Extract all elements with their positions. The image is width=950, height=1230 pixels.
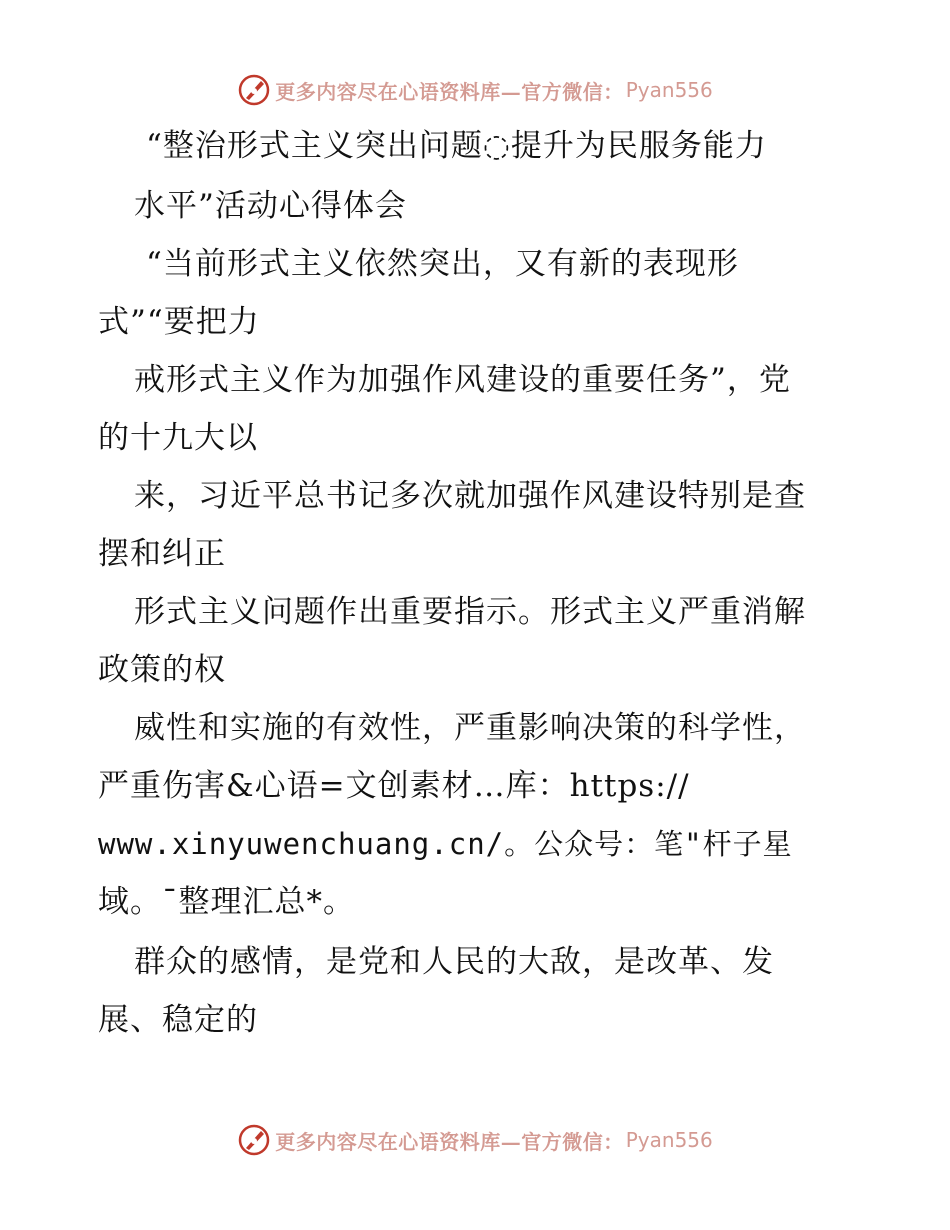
paragraph-line: 展、稳定的 xyxy=(98,1002,258,1038)
paragraph-line: 式”“要把力 xyxy=(98,304,260,340)
paragraph-line: 政策的权 xyxy=(98,652,226,688)
paragraph-line: 域。¯整理汇总*。 xyxy=(98,884,355,920)
quill-circle-icon xyxy=(237,1123,271,1157)
watermark-text: 更多内容尽在心语资料库—官方微信： xyxy=(275,79,624,104)
paragraph-line: 严重伤害&心语=文创素材…库：https:// xyxy=(98,768,690,804)
title-line-1: “整治形式主义突出问题◌提升为民服务能力 xyxy=(146,128,767,164)
title-line-2: 水平”活动心得体会 xyxy=(134,188,407,224)
paragraph-line: www.xinyuwenchuang.cn/。公众号：笔"杆子星 xyxy=(98,827,793,861)
paragraph-line: 戒形式主义作为加强作风建设的重要任务”，党 xyxy=(134,362,791,398)
watermark-footer xyxy=(0,1120,950,1160)
paragraph-line: 来，习近平总书记多次就加强作风建设特别是查 xyxy=(134,478,806,514)
paragraph-line: 威性和实施的有效性，严重影响决策的科学性， xyxy=(134,710,806,746)
paragraph-line: 群众的感情，是党和人民的大敌，是改革、发 xyxy=(134,944,774,980)
watermark-wechat-id: Pyan556 xyxy=(625,78,713,102)
paragraph-line: “当前形式主义依然突出，又有新的表现形 xyxy=(146,246,739,282)
quill-circle-icon xyxy=(237,73,271,107)
paragraph-line: 摆和纠正 xyxy=(98,536,226,572)
watermark-header xyxy=(0,70,950,110)
paragraph-line: 的十九大以 xyxy=(98,420,258,456)
watermark-wechat-id: Pyan556 xyxy=(625,1128,713,1152)
paragraph-line: 形式主义问题作出重要指示。形式主义严重消解 xyxy=(134,594,806,630)
watermark-text: 更多内容尽在心语资料库—官方微信： xyxy=(275,1129,624,1154)
